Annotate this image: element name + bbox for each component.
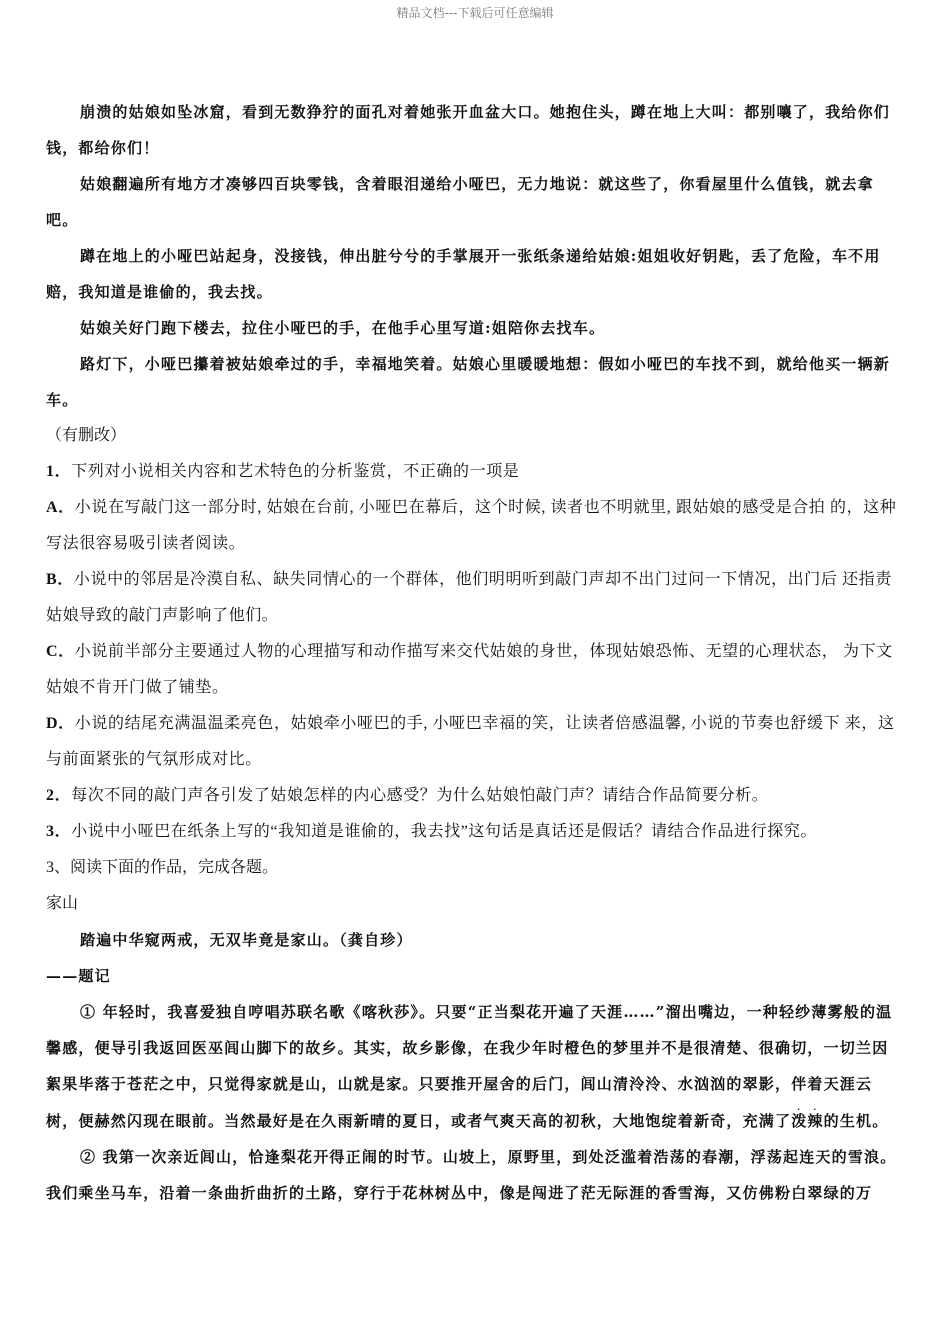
essay-paragraph-1-start: ① 年轻时，我喜爱独自哼唱苏联名歌《喀秋莎》。只要“正当梨花开遍了天涯……”溜出嘴边，一种轻纱薄雾般的温馨感，便导引我返回医巫闾山脚下的故乡。其实，故乡影像，在我少年时橙色的梦里并不是很清楚、很确切，一切兰因絮果毕落于苍茫之中，只觉得家就是山，山就是家。只要推开屋舍的后门，闾山清泠泠、水汹汹的翠影，伴着天涯云树，便赫然闪现在眼前。当然最好是在久雨新晴的夏日，或者气爽天高的初秋，大地饱绽着新奇，充满了 [46, 1003, 893, 1130]
story-paragraph-3: 蹲在地上的小哑巴站起身，没接钱，伸出脏兮兮的手掌展开一张纸条递给姑娘:姐姐收好钥匙，丢了危险，车不用赔，我知道是谁偷的，我去找。 [46, 247, 881, 301]
option-d-text: 小说的结尾充满温温柔亮色，姑娘牵小哑巴的手, 小哑巴幸福的笑，让读者倍感温馨, 小说的节奏也舒缓下 来，这与前面紧张的气氛形成对比。 [46, 715, 895, 768]
question-2-label: 2． [46, 787, 72, 804]
story-paragraph-1: 崩溃的姑娘如坠冰窟，看到无数狰狞的面孔对着她张开血盆大口。她抱住头，蹲在地上大叫：都别嚷了，我给你们钱，都给你们！ [46, 103, 891, 157]
option-d [46, 706, 904, 778]
option-b [46, 562, 904, 634]
epigraph-label: ——题记 [46, 967, 111, 985]
essay-paragraph-1 [46, 994, 904, 1139]
option-a-text: 小说在写敲门这一部分时, 姑娘在台前, 小哑巴在幕后，这个时候, 读者也不明就里, 跟姑娘的感受是合拍 的，这种写法很容易吸引读者阅读。 [46, 499, 897, 552]
story-paragraph-5: 路灯下，小哑巴攥着被姑娘牵过的手，幸福地笑着。姑娘心里暖暖地想：假如小哑巴的车找不到，就给他买一辆新车。 [46, 355, 891, 409]
question-3-label: 3． [46, 823, 72, 840]
option-b-text: 小说中的邻居是冷漠自私、缺失同情心的一个群体，他们明明听到敲门声却不出门过问一下情况，出门后 还指责姑娘导致的敲门声影响了他们。 [46, 571, 892, 624]
option-c [46, 634, 904, 706]
question-1-text: 下列对小说相关内容和艺术特色的分析鉴赏，不正确的一项是 [71, 463, 520, 480]
essay-title: 家山 [46, 895, 79, 912]
edit-note: （有删改） [46, 427, 127, 444]
option-d-label: D． [46, 715, 75, 732]
question-1 [46, 454, 904, 490]
essay-paragraph-2: ② 我第一次亲近闾山，恰逢梨花开得正闹的时节。山坡上，原野里，到处泛滥着浩荡的春潮，浮荡起连天的雪浪。我们乘坐马车，沿着一条曲折曲折的土路，穿行于花林树丛中，像是闯进了茫无际涯的香雪海，又仿佛粉白翠绿的万 [46, 1148, 897, 1202]
option-c-text: 小说前半部分主要通过人物的心理描写和动作描写来交代姑娘的身世，体现姑娘恐怖、无望的心理状态， 为下文姑娘不肯开门做了铺垫。 [46, 643, 893, 696]
essay-paragraph-1-end: 的生机。 [823, 1112, 889, 1130]
option-b-label: B． [46, 571, 74, 588]
story-paragraph-2: 姑娘翻遍所有地方才凑够四百块零钱，含着眼泪递给小哑巴，无力地说：就这些了，你看屋里什么值钱，就去拿吧。 [46, 175, 874, 229]
option-a [46, 490, 904, 562]
option-a-label: A． [46, 499, 75, 516]
header-watermark: 精品文档---下载后可任意编辑 [396, 6, 554, 20]
epigraph: 踏遍中华窥两戒，无双毕竟是家山。（龚自珍） [80, 931, 413, 949]
question-2-text: 每次不同的敲门声各引发了姑娘怎样的内心感受？为什么姑娘怕敲门声？请结合作品简要分析。 [71, 787, 769, 804]
section-3-heading: 3、阅读下面的作品，完成各题。 [46, 859, 279, 876]
question-3 [46, 814, 904, 850]
story-paragraph-4: 姑娘关好门跑下楼去，拉住小哑巴的手，在他手心里写道:姐陪你去找车。 [80, 319, 606, 337]
question-2 [46, 778, 904, 814]
question-1-label: 1． [46, 463, 72, 480]
emphasis-word: 泼辣 [791, 1112, 824, 1130]
question-3-text: 小说中小哑巴在纸条上写的“我知道是谁偷的，我去找”这句话是真话还是假话？请结合作品进行探究。 [71, 823, 818, 840]
option-c-label: C． [46, 643, 75, 660]
document-page [46, 94, 904, 1211]
